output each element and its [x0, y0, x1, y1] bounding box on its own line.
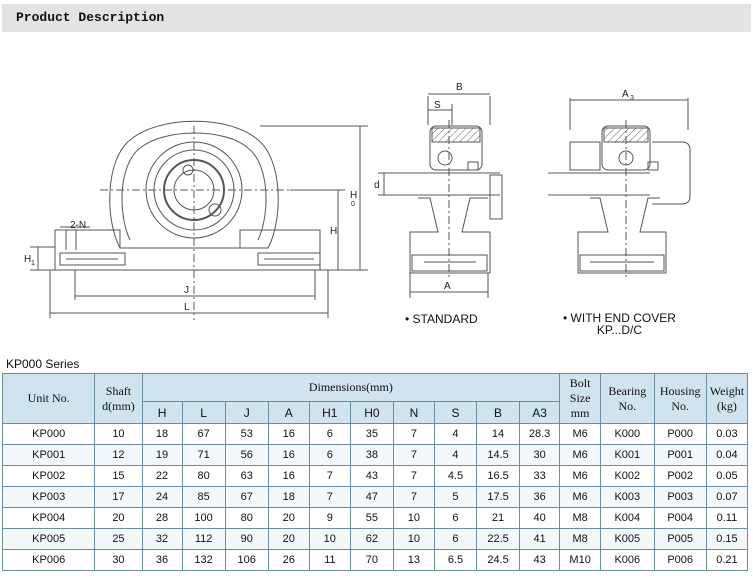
table-cell: 70 [350, 550, 393, 571]
table-cell: KP006 [3, 550, 95, 571]
table-cell: 67 [182, 424, 225, 445]
table-cell: 13 [393, 550, 434, 571]
dim-label-a3: A [622, 89, 629, 100]
series-title: KP000 Series [6, 357, 80, 371]
table-cell: P006 [654, 550, 706, 571]
end-cover-section-view [548, 98, 690, 280]
table-cell: 10 [393, 529, 434, 550]
table-cell: 71 [182, 445, 225, 466]
table-cell: 16 [268, 466, 309, 487]
table-cell: M6 [560, 424, 601, 445]
table-cell: 20 [95, 508, 142, 529]
dim-label-b: B [456, 82, 463, 93]
table-cell: 20 [268, 529, 309, 550]
table-cell: P004 [654, 508, 706, 529]
table-cell: 16.5 [477, 466, 520, 487]
table-cell: 32 [142, 529, 182, 550]
standard-section-view [378, 94, 502, 298]
table-cell: K003 [601, 487, 654, 508]
table-cell: K005 [601, 529, 654, 550]
table-cell: K000 [601, 424, 654, 445]
col-shaft: Shaft d(mm) [95, 374, 142, 424]
table-cell: 28.3 [520, 424, 560, 445]
table-cell: 0.05 [706, 466, 747, 487]
table-cell: 0.07 [706, 487, 747, 508]
specs-table [2, 373, 748, 571]
table-cell: 25 [95, 529, 142, 550]
col-dimensions: Dimensions(mm) [142, 374, 560, 402]
col-dim: A3 [520, 402, 560, 424]
table-cell: 106 [225, 550, 268, 571]
table-cell: 67 [225, 487, 268, 508]
table-cell: 55 [350, 508, 393, 529]
table-cell: 14 [477, 424, 520, 445]
table-cell: 21 [477, 508, 520, 529]
table-cell: 47 [350, 487, 393, 508]
table-cell: M6 [560, 445, 601, 466]
col-unit-no: Unit No. [3, 374, 95, 424]
table-cell: 15 [95, 466, 142, 487]
dim-label-2n: 2-N [70, 220, 87, 231]
table-row [3, 445, 748, 466]
table-cell: 6 [434, 508, 476, 529]
col-dim: L [182, 402, 225, 424]
end-cover-label-line1: • WITH END COVER [563, 311, 676, 325]
end-cover-label [563, 312, 676, 336]
dim-label-h: H [330, 226, 338, 237]
table-cell: 4.5 [434, 466, 476, 487]
table-cell: 7 [393, 445, 434, 466]
dim-label-h1: H [24, 254, 32, 265]
table-cell: 0.04 [706, 445, 747, 466]
table-cell: K002 [601, 466, 654, 487]
standard-label: • STANDARD [405, 312, 478, 326]
table-cell: 43 [350, 466, 393, 487]
table-cell: M10 [560, 550, 601, 571]
table-cell: 0.03 [706, 424, 747, 445]
table-cell: 4 [434, 424, 476, 445]
dim-label-j: J [184, 285, 189, 296]
col-dim: S [434, 402, 476, 424]
table-cell: 85 [182, 487, 225, 508]
table-cell: 10 [309, 529, 350, 550]
table-cell: KP003 [3, 487, 95, 508]
table-cell: 0.21 [706, 550, 747, 571]
dim-label-h1-sub: 1 [31, 260, 35, 267]
end-cover-label-line2: KP...D/C [596, 323, 642, 337]
table-cell: P002 [654, 466, 706, 487]
table-cell: P000 [654, 424, 706, 445]
table-cell: 10 [393, 508, 434, 529]
dim-label-a3-sub: 3 [630, 95, 634, 102]
col-dim: J [225, 402, 268, 424]
table-cell: M6 [560, 487, 601, 508]
table-cell: 14.5 [477, 445, 520, 466]
table-cell: 24.5 [477, 550, 520, 571]
table-cell: 9 [309, 508, 350, 529]
table-cell: P001 [654, 445, 706, 466]
table-cell: 41 [520, 529, 560, 550]
table-cell: 20 [268, 508, 309, 529]
table-cell: 38 [350, 445, 393, 466]
table-cell: 40 [520, 508, 560, 529]
table-row [3, 550, 748, 571]
table-cell: 53 [225, 424, 268, 445]
table-cell: 0.15 [706, 529, 747, 550]
table-cell: 22 [142, 466, 182, 487]
table-cell: 18 [268, 487, 309, 508]
table-cell: K001 [601, 445, 654, 466]
table-cell: P003 [654, 487, 706, 508]
table-cell: K006 [601, 550, 654, 571]
col-bolt-size: Bolt Size mm [560, 374, 601, 424]
table-cell: M8 [560, 508, 601, 529]
table-cell: 16 [268, 424, 309, 445]
dim-label-h0: H [350, 190, 358, 201]
table-cell: 19 [142, 445, 182, 466]
table-cell: 11 [309, 550, 350, 571]
table-cell: 132 [182, 550, 225, 571]
table-cell: 10 [95, 424, 142, 445]
dim-label-l: L [184, 302, 190, 313]
specs-table-body [3, 424, 748, 571]
table-row [3, 529, 748, 550]
table-cell: K004 [601, 508, 654, 529]
table-cell: 18 [142, 424, 182, 445]
table-cell: M8 [560, 529, 601, 550]
col-dim: B [477, 402, 520, 424]
table-cell: 6 [434, 529, 476, 550]
table-cell: 17 [95, 487, 142, 508]
table-cell: P005 [654, 529, 706, 550]
table-cell: 24 [142, 487, 182, 508]
table-cell: 28 [142, 508, 182, 529]
dim-label-h0-sub: 0 [351, 201, 355, 208]
table-cell: 7 [393, 487, 434, 508]
table-row [3, 424, 748, 445]
table-cell: KP005 [3, 529, 95, 550]
table-cell: 6 [309, 445, 350, 466]
col-housing-no: Housing No. [654, 374, 706, 424]
col-dim: H1 [309, 402, 350, 424]
table-cell: 7 [309, 466, 350, 487]
table-cell: 35 [350, 424, 393, 445]
col-dim: A [268, 402, 309, 424]
dim-label-a: A [444, 281, 451, 292]
table-cell: 90 [225, 529, 268, 550]
table-cell: 36 [520, 487, 560, 508]
table-cell: 30 [520, 445, 560, 466]
table-cell: 30 [95, 550, 142, 571]
col-dim: N [393, 402, 434, 424]
dim-label-d: d [374, 180, 380, 191]
table-cell: KP004 [3, 508, 95, 529]
table-cell: 16 [268, 445, 309, 466]
table-cell: 26 [268, 550, 309, 571]
section-title: Product Description [16, 10, 165, 25]
table-cell: 80 [225, 508, 268, 529]
table-cell: KP001 [3, 445, 95, 466]
col-dim: H0 [350, 402, 393, 424]
table-cell: 0.11 [706, 508, 747, 529]
col-dim: H [142, 402, 182, 424]
col-bearing-no: Bearing No. [601, 374, 654, 424]
table-row [3, 508, 748, 529]
table-cell: 6.5 [434, 550, 476, 571]
table-row [3, 466, 748, 487]
table-cell: 12 [95, 445, 142, 466]
table-cell: 7 [309, 487, 350, 508]
table-cell: 17.5 [477, 487, 520, 508]
table-cell: 62 [350, 529, 393, 550]
table-cell: 7 [393, 466, 434, 487]
col-weight: Weight (kg) [706, 374, 747, 424]
table-cell: 5 [434, 487, 476, 508]
table-cell: 4 [434, 445, 476, 466]
table-cell: 33 [520, 466, 560, 487]
table-cell: 80 [182, 466, 225, 487]
table-cell: 112 [182, 529, 225, 550]
table-row [3, 487, 748, 508]
table-cell: 6 [309, 424, 350, 445]
section-header [2, 4, 751, 32]
table-cell: 63 [225, 466, 268, 487]
table-cell: KP002 [3, 466, 95, 487]
table-cell: 43 [520, 550, 560, 571]
table-cell: KP000 [3, 424, 95, 445]
table-cell: 100 [182, 508, 225, 529]
dim-label-s: S [434, 100, 441, 111]
table-cell: 22.5 [477, 529, 520, 550]
table-cell: 7 [393, 424, 434, 445]
table-cell: 56 [225, 445, 268, 466]
table-cell: M6 [560, 466, 601, 487]
table-cell: 36 [142, 550, 182, 571]
